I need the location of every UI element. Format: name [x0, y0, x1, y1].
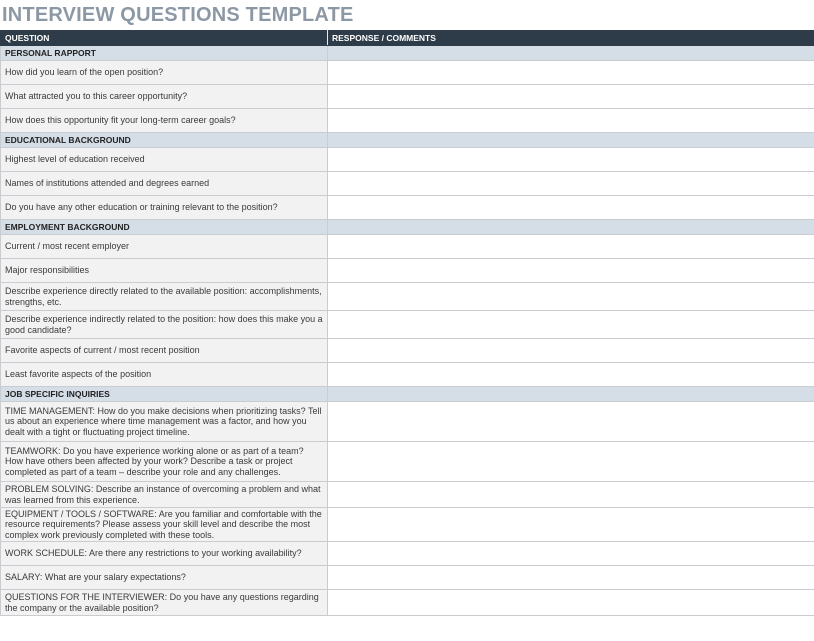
response-cell[interactable]	[328, 590, 814, 616]
table-row	[1, 402, 814, 442]
response-cell[interactable]	[328, 85, 814, 109]
question-cell: How did you learn of the open position?	[1, 61, 328, 85]
response-cell[interactable]	[328, 148, 814, 172]
question-cell: TEAMWORK: Do you have experience working alone or as part of a team? How have others been affected by your work? Describe a task or project completed as part of a team – describe your role and any challenges.	[1, 442, 328, 482]
question-cell: Do you have any other education or training relevant to the position?	[1, 196, 328, 220]
question-cell: Major responsibilities	[1, 259, 328, 283]
table-row	[1, 566, 814, 590]
table-header-row	[1, 31, 814, 46]
table-row	[1, 363, 814, 387]
question-cell: PROBLEM SOLVING: Describe an instance of overcoming a problem and what was learned from this experience.	[1, 482, 328, 508]
response-cell[interactable]	[328, 196, 814, 220]
table-row	[1, 542, 814, 566]
question-cell: Highest level of education received	[1, 148, 328, 172]
table-row	[1, 442, 814, 482]
table-row	[1, 109, 814, 133]
question-cell: Favorite aspects of current / most recent position	[1, 339, 328, 363]
section-row-employment-background	[1, 220, 814, 235]
page-title: INTERVIEW QUESTIONS TEMPLATE	[2, 4, 354, 26]
response-cell[interactable]	[328, 283, 814, 311]
table-row	[1, 283, 814, 311]
response-cell[interactable]	[328, 61, 814, 85]
response-cell[interactable]	[328, 259, 814, 283]
question-cell: EQUIPMENT / TOOLS / SOFTWARE: Are you familiar and comfortable with the resource requirements? Please assess your skill level and describe the most complex work previously completed with these tools.	[1, 508, 328, 542]
response-cell[interactable]	[328, 311, 814, 339]
table-row	[1, 311, 814, 339]
table-row	[1, 61, 814, 85]
section-spacer	[328, 387, 814, 402]
response-cell[interactable]	[328, 402, 814, 442]
question-cell: How does this opportunity fit your long-term career goals?	[1, 109, 328, 133]
table-row	[1, 508, 814, 542]
question-cell: Names of institutions attended and degrees earned	[1, 172, 328, 196]
table-row	[1, 148, 814, 172]
section-title: JOB SPECIFIC INQUIRIES	[1, 387, 328, 402]
question-cell: Describe experience directly related to the available position: accomplishments, strengths, etc.	[1, 283, 328, 311]
section-title: PERSONAL RAPPORT	[1, 46, 328, 61]
interview-questions-table	[0, 30, 814, 616]
table-row	[1, 172, 814, 196]
response-cell[interactable]	[328, 442, 814, 482]
question-cell: What attracted you to this career opportunity?	[1, 85, 328, 109]
response-cell[interactable]	[328, 482, 814, 508]
section-title: EMPLOYMENT BACKGROUND	[1, 220, 328, 235]
response-cell[interactable]	[328, 109, 814, 133]
response-cell[interactable]	[328, 566, 814, 590]
question-column-header: QUESTION	[1, 31, 328, 46]
question-cell: QUESTIONS FOR THE INTERVIEWER: Do you have any questions regarding the company or the available position?	[1, 590, 328, 616]
response-cell[interactable]	[328, 508, 814, 542]
question-cell: TIME MANAGEMENT: How do you make decisions when prioritizing tasks? Tell us about an experience where time management was a factor, and how you dealt with a tight or fluctuating project timeline.	[1, 402, 328, 442]
question-cell: Least favorite aspects of the position	[1, 363, 328, 387]
response-cell[interactable]	[328, 172, 814, 196]
section-spacer	[328, 133, 814, 148]
table-row	[1, 259, 814, 283]
section-title: EDUCATIONAL BACKGROUND	[1, 133, 328, 148]
response-column-header: RESPONSE / COMMENTS	[328, 31, 814, 46]
table-row	[1, 196, 814, 220]
table-row	[1, 85, 814, 109]
question-cell: Describe experience indirectly related to the position: how does this make you a good candidate?	[1, 311, 328, 339]
section-spacer	[328, 46, 814, 61]
section-row-personal-rapport	[1, 46, 814, 61]
response-cell[interactable]	[328, 542, 814, 566]
section-spacer	[328, 220, 814, 235]
question-cell: Current / most recent employer	[1, 235, 328, 259]
question-cell: WORK SCHEDULE: Are there any restrictions to your working availability?	[1, 542, 328, 566]
response-cell[interactable]	[328, 235, 814, 259]
table-row	[1, 590, 814, 616]
table-row	[1, 339, 814, 363]
response-cell[interactable]	[328, 339, 814, 363]
table-row	[1, 235, 814, 259]
response-cell[interactable]	[328, 363, 814, 387]
table-row	[1, 482, 814, 508]
section-row-educational-background	[1, 133, 814, 148]
question-cell: SALARY: What are your salary expectations?	[1, 566, 328, 590]
section-row-job-specific-inquiries	[1, 387, 814, 402]
